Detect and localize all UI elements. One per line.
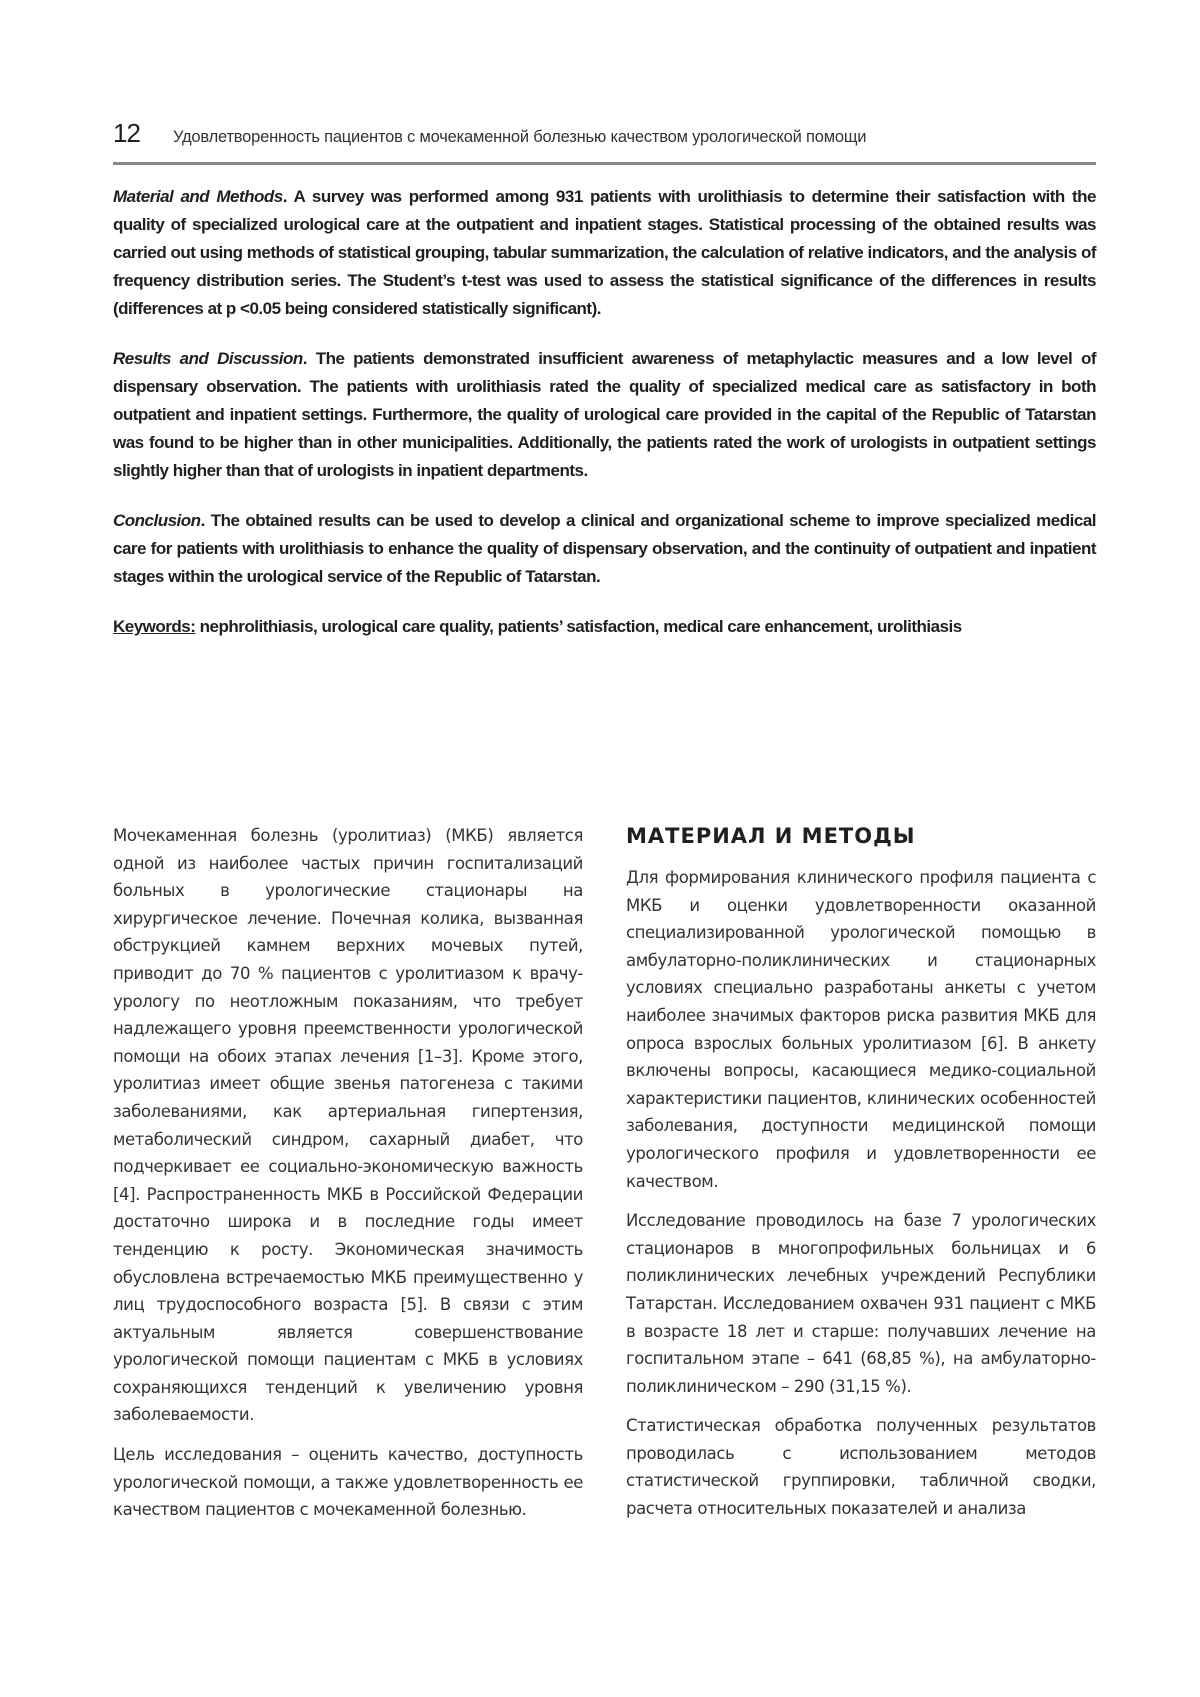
english-abstract	[113, 183, 1096, 641]
keywords-text: nephrolithiasis, urological care quality, patients’ satisfaction, medical care enhancement, urolithiasis	[195, 617, 962, 636]
body-columns	[113, 822, 1096, 1536]
right-column	[626, 822, 1096, 1536]
left-column	[113, 822, 583, 1536]
results-text: . The patients demonstrated insufficient awareness of metaphylactic measures and a low level of dispensary observation. The patients with urolithiasis rated the quality of specialized medical care as satisfactory in both outpatient and inpatient settings. Furthermore, the quality of urological care provided in the capital of the Republic of Tatarstan was found to be higher than in other municipalities. Additionally, the patients rated the work of urologists in outpatient settings slightly higher than that of urologists in inpatient departments.	[113, 349, 1097, 480]
results-lead: Results and Discussion	[113, 349, 303, 368]
aim-paragraph: Цель исследования – оценить качество, доступность урологической помощи, а также удовлетворенность ее качеством пациентов с мочекаменной болезнью.	[113, 1445, 583, 1520]
abstract-methods	[113, 183, 1096, 323]
abstract-keywords	[113, 613, 1096, 641]
abstract-conclusion	[113, 507, 1096, 591]
methods-paragraph-1: Для формирования клинического профиля пациента с МКБ и оценки удовлетворенности оказанной специализированной урологической помощью в амбулаторно-поликлинических и стационарных условиях специально разработаны анкеты с учетом наиболее значимых факторов риска развития МКБ для опроса взрослых больных уролитиазом [6]. В анкету включены вопросы, касающиеся медико-социальной характеристики пациентов, клинических особенностей заболевания, доступности медицинской помощи урологического профиля и удовлетворенности ее качеством.	[626, 868, 1096, 1191]
methods-text: . A survey was performed among 931 patients with urolithiasis to determine their satisfaction with the quality of specialized urological care at the outpatient and inpatient stages. Statistical processing of the obtained results was carried out using methods of statistical grouping, tabular summarization, the calculation of relative indicators, and the analysis of frequency distribution series. The Student’s t-test was used to assess the statistical significance of the differences in results (differences at p <0.05 being considered statistically significant).	[113, 187, 1096, 318]
methods-paragraph-3: Статистическая обработка полученных результатов проводилась с использованием методов статистической группировки, табличной сводки, расчета относительных показателей и анализа	[626, 1416, 1096, 1519]
abstract-results	[113, 345, 1096, 485]
running-title: Удовлетворенность пациентов с мочекаменной болезнью качеством урологической помощи	[173, 128, 867, 146]
running-header	[113, 118, 1096, 152]
conclusion-lead: Conclusion	[113, 511, 201, 530]
methods-paragraph-2: Исследование проводилось на базе 7 урологических стационаров в многопрофильных больницах и 6 поликлинических лечебных учреждений Республики Татарстан. Исследованием охвачен 931 пациент с МКБ в возрасте 18 лет и старше: получавших лечение на госпитальном этапе – 641 (68,85 %), на амбулаторно-поликлиническом – 290 (31,15 %).	[626, 1211, 1096, 1396]
section-title-methods: МАТЕРИАЛ И МЕТОДЫ	[626, 824, 916, 848]
methods-lead: Material and Methods	[113, 187, 283, 206]
page	[113, 118, 1096, 663]
keywords-label: Keywords:	[113, 617, 196, 636]
intro-paragraph: Мочекаменная болезнь (уролитиаз) (МКБ) является одной из наиболее частых причин госпитализаций больных в урологические стационары на хирургическое лечение. Почечная колика, вызванная обструкцией камнем верхних мочевых путей, приводит до 70 % пациентов с уролитиазом к врачу-урологу по неотложным показаниям, что требует надлежащего уровня преемственности урологической помощи на обоих этапах лечения [1–3]. Кроме этого, уролитиаз имеет общие звенья патогенеза с такими заболеваниями, как артериальная гипертензия, метаболический синдром, сахарный диабет, что подчеркивает ее социально-экономическую важность [4]. Распространенность МКБ в Российской Федерации достаточно широка и в последние годы имеет тенденцию к росту. Экономическая значимость обусловлена встречаемостью МКБ преимущественно у лиц трудоспособного возраста [5]. В связи с этим актуальным является совершенствование урологической помощи пациентам с МКБ в условиях сохраняющихся тенденций к увеличению уровня заболеваемости.	[113, 826, 583, 1425]
conclusion-text: . The obtained results can be used to develop a clinical and organizational scheme to improve specialized medical care for patients with urolithiasis to enhance the quality of dispensary observation, and the continuity of outpatient and inpatient stages within the urological service of the Republic of Tatarstan.	[113, 511, 1096, 586]
page-number: 12	[113, 118, 140, 148]
header-rule	[113, 162, 1096, 165]
